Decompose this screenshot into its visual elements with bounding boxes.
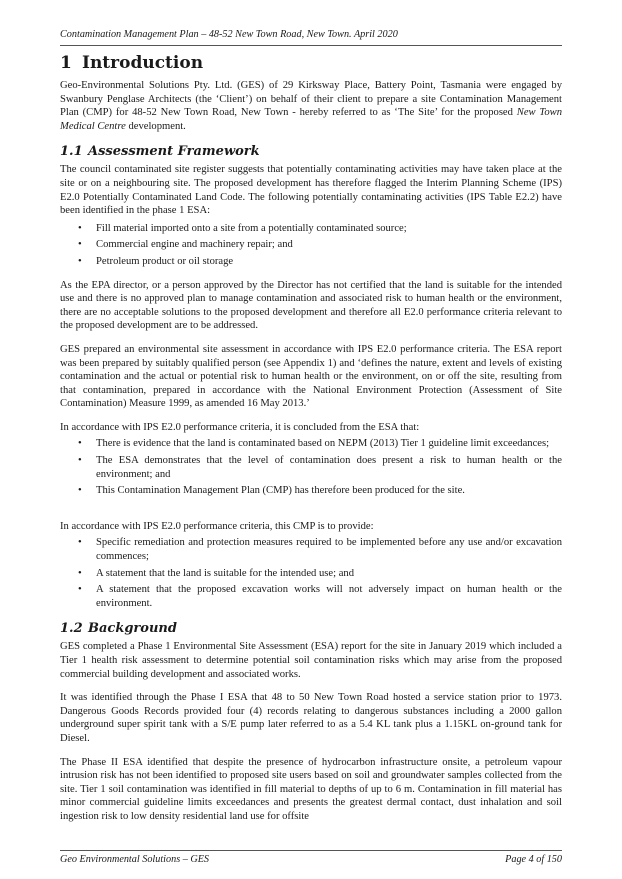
framework-paragraph-4: In accordance with IPS E2.0 performance criteria, it is concluded from the ESA that: — [60, 421, 420, 433]
spacer — [60, 508, 562, 520]
project-name: New Town Medical Centre — [60, 107, 562, 132]
background-paragraph-1: GES completed a Phase 1 Environmental Site Assessment (ESA) report for the site in January 2019 which included a Tier 1 health risk assessment to determine potential soil contamination risks which may arise from the proposed commercial building development and associated works. — [60, 641, 562, 680]
page-header: Contamination Management Plan – 48-52 New Town Road, New Town. April 2020 — [60, 29, 562, 46]
bullet-icon: • — [78, 438, 82, 450]
list-item: • This Contamination Management Plan (CMP) has therefore been produced for the site. — [78, 485, 465, 497]
section-title: Introduction — [82, 53, 204, 73]
bullet-icon: • — [78, 567, 82, 579]
activities-list — [60, 222, 562, 269]
list-item: • The ESA demonstrates that the level of contamination does present a risk to human health or the environment; and — [78, 455, 562, 480]
section-title: Background — [88, 621, 177, 637]
bullet-icon: • — [78, 455, 82, 467]
footer-company: Geo Environmental Solutions – GES — [60, 854, 210, 865]
section-1-heading — [60, 52, 562, 74]
page-content — [60, 52, 562, 834]
framework-paragraph-2: As the EPA director, or a person approved by the Director has not certified that the land is suitable for the intended use and there is no approved plan to manage contamination and associated risk to human health or the environment, there are no acceptable solutions to the proposed development and therefore all E2.0 performance criteria relevant to the proposed development are to be addressed. — [60, 279, 562, 332]
section-number: 1 — [60, 53, 72, 73]
section-number: 1.1 — [60, 144, 83, 160]
background-paragraph-3: The Phase II ESA identified that despite the presence of hydrocarbon infrastructure onsite, a petroleum vapour intrusion risk has not been identified to proposed site users based on soil and groundwater samples collected from the site. Tier 1 soil contamination was identified in fill material to depths of up to 6 m. Contamination in fill material has minor commercial guideline limits exceedances and presents the greatest dermal contact, dust inhalation and soil ingestion risk to low density residential land use for offsite — [60, 756, 562, 822]
list-item: • Petroleum product or oil storage — [78, 255, 234, 267]
list-item: • Fill material imported onto a site from a potentially contaminated source; — [78, 222, 407, 234]
bullet-icon: • — [78, 222, 82, 234]
list-item: • A statement that the proposed excavation works will not adversely impact on human health or the environment. — [78, 584, 562, 609]
intro-paragraph: Geo-Environmental Solutions Pty. Ltd. (GES) of 29 Kirksway Place, Battery Point, Tasmania were engaged by Swanbury Penglase Architects (the ‘Client’) on behalf of their client to prepare a site Contamination Management Plan (CMP) for 48-52 New Town Road, New Town - hereby referred to as ‘The Site’ for the proposed New Town Medical Centre development. — [60, 80, 562, 132]
bullet-icon: • — [78, 584, 82, 596]
framework-paragraph-3: GES prepared an environmental site assessment in accordance with IPS E2.0 performance criteria. The ESA report was been prepared by suitably qualified person (see Appendix 1) and ‘defines the nature, extent and levels of existing contamination and the actual or potential risk to human health or the environment, on or off the site, resulting from that contamination, prepared in accordance with the National Environment Protection (Assessment of Site Contamination) Measure 1999, as amended 16 May 2013.’ — [60, 343, 562, 410]
bullet-icon: • — [78, 255, 82, 267]
page-footer — [60, 850, 562, 866]
page-number: Page 4 of 150 — [505, 854, 562, 865]
provisions-list — [60, 536, 562, 610]
bullet-icon: • — [78, 239, 82, 251]
list-item: • Commercial engine and machinery repair; and — [78, 239, 293, 251]
list-item: • Specific remediation and protection measures required to be implemented before any use and/or excavation commences; — [78, 537, 562, 563]
framework-paragraph-1: The council contaminated site register suggests that potentially contaminating activities may have taken place at the site or on a neighbouring site. The proposed development has therefore flagged the Interim Planning Scheme (IPS) E2.0 Potentially Contaminated Land Code. The following potentially contaminating activities (IPS Table E2.2) have been identified in the phase 1 ESA: — [60, 164, 562, 217]
section-1-2-heading — [60, 620, 562, 637]
background-paragraph-2: It was identified through the Phase I ESA that 48 to 50 New Town Road hosted a service station prior to 1973. Dangerous Goods Records provided four (4) records relating to dangerous substances including a 2000 gallon underground super spirit tank with a S/E pump later referred to as a 5.4 KL tank plus a 1.15KL on-ground tank for Diesel. — [60, 692, 562, 744]
section-1-1-heading — [60, 143, 562, 160]
bullet-icon: • — [78, 485, 82, 497]
section-number: 1.2 — [60, 621, 83, 637]
bullet-icon: • — [78, 537, 82, 549]
section-title: Assessment Framework — [88, 144, 260, 160]
framework-paragraph-5: In accordance with IPS E2.0 performance criteria, this CMP is to provide: — [60, 520, 374, 532]
list-item: • A statement that the land is suitable for the intended use; and — [78, 567, 355, 579]
list-item: • There is evidence that the land is contaminated based on NEPM (2013) Tier 1 guideline limit exceedances; — [78, 438, 550, 450]
conclusions-list — [60, 437, 562, 497]
